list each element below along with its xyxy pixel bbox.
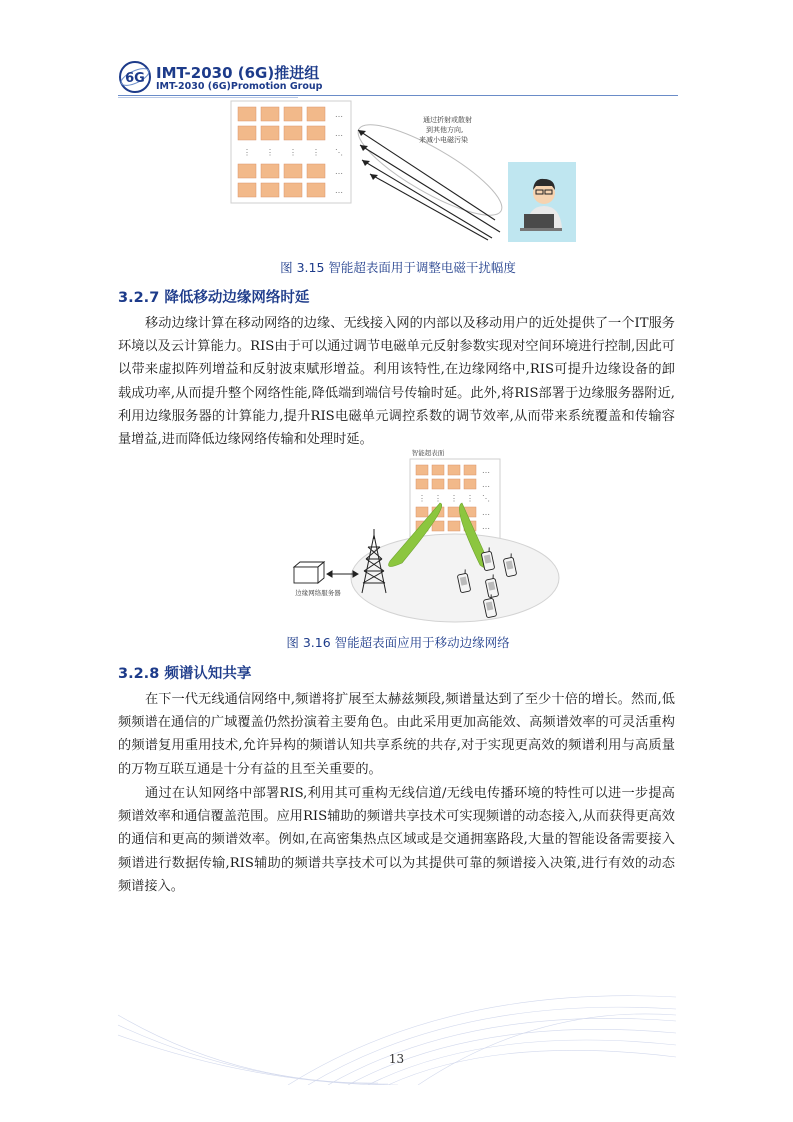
ellipsis-mark: … [335,167,343,176]
ris-unit-tile [284,164,302,178]
section-3-2-8-paragraph-1: 在下一代无线通信网络中,频谱将扩展至太赫兹频段,频谱量达到了至少十倍的增长。然而,低频频谱在通信的广域覆盖仍然扮演着主要角色。由此采用更加高能效、高频谱效率的可灵活重构的频谱复用重用技术,允许异构的频谱认知共享系统的共存,对于实现更高效的频谱利用与高质量的万物互联互通是十分有益的且至关重要的。 [118,692,675,777]
ellipsis-mark: ⋮ [418,494,426,503]
header-subtitle: IMT-2030 (6G)Promotion Group [156,81,323,92]
edge-server-icon [294,562,324,583]
ris-unit-tile [432,465,444,475]
ellipsis-mark: ⋮ [312,148,320,157]
ris-unit-tile [307,164,325,178]
section-3-2-8-paragraph-2: 通过在认知网络中部署RIS,利用其可重构无线信道/无线电传播环境的特性可以进一步提高频谱效率和通信覆盖范围。应用RIS辅助的频谱共享技术可实现频谱的动态接入,从而获得更高效的通信和更高的频谱效率。例如,在高密集热点区域或是交通拥塞路段,大量的智能设备需要接入频谱进行数据传输,RIS辅助的频谱共享技术可以为其提供可靠的频谱接入决策,进行有效的动态频谱接入。 [118,786,675,894]
ellipsis-mark: ⋮ [289,148,297,157]
ris-unit-tile [261,164,279,178]
ellipsis-mark: … [482,522,490,531]
reflected-rays [358,130,500,240]
edge-server-label: 边缘网络服务器 [295,589,341,597]
section-3-2-7-paragraph: 移动边缘计算在移动网络的边缘、无线接入网的内部以及移动用户的近处提供了一个IT服务环境以及云计算能力。RIS由于可以通过调节电磁单元反射参数实现对空间环境进行控制,因此可以带来虚拟阵列增益和反射波束赋形增益。利用该特性,在边缘网络中,RIS可提升边缘设备的卸载成功率,从而提升整个网络性能,降低端到端信号传输时延。此外,将RIS部署于边缘服务器附近,利用边缘服务器的计算能力,提升RIS电磁单元调控系数的调节效率,从而带来系统覆盖和传输容量增益,进而降低边缘网络传输和处理时延。 [118,316,675,448]
ris-unit-tile [464,465,476,475]
ris-unit-tile [261,107,279,121]
ellipsis-mark: ⋮ [266,148,274,157]
header-title: IMT-2030 (6G)推进组 [156,64,320,82]
section-3-2-8-heading: 3.2.8 频谱认知共享 [118,666,252,682]
figure-3-15 [230,100,580,245]
ellipsis-mark: ⋮ [243,148,251,157]
figure1-annotation: 通过折射或散射 到其他方向, 来减小电磁污染 [419,116,472,144]
page-number: 13 [388,1052,405,1066]
ris-unit-tile [448,465,460,475]
ris-unit-tile [284,126,302,140]
ellipsis-mark: … [335,186,343,195]
ellipsis-mark: ⋮ [466,494,474,503]
ellipsis-mark: … [335,129,343,138]
ris-unit-tile [464,479,476,489]
ris-unit-tile [238,183,256,197]
ris-unit-tile [261,126,279,140]
ellipsis-mark: ⋱ [482,494,490,503]
page-header [118,60,678,100]
ris-unit-tile [238,126,256,140]
coverage-area [351,534,559,622]
ris-unit-tile [416,465,428,475]
ris-unit-tile [284,107,302,121]
link-arrow [327,571,358,577]
ellipsis-mark: ⋮ [450,494,458,503]
ellipsis-mark: … [482,480,490,489]
section-3-2-7-heading: 3.2.7 降低移动边缘网络时延 [118,290,310,306]
ris-unit-tile [307,126,325,140]
figure-3-16 [280,443,560,623]
ellipsis-mark: ⋮ [434,494,442,503]
ris-unit-tile [238,107,256,121]
decorative-wave-graphic [118,985,676,1085]
ris-unit-tile [261,183,279,197]
ris-unit-tile [448,479,460,489]
header-divider [118,95,678,96]
imt2030-logo-icon [118,60,152,94]
ris-unit-tile [307,183,325,197]
figure-3-15-caption: 图 3.15 智能超表面用于调整电磁干扰幅度 [280,260,516,275]
ris-unit-tile [432,479,444,489]
ellipsis-mark: … [482,466,490,475]
ris-unit-tile [416,479,428,489]
header-divider-secondary [118,97,298,98]
ellipsis-mark: ⋱ [335,148,343,157]
ellipsis-mark: … [482,508,490,517]
ris-unit-tile [416,507,428,517]
ris-unit-tile [238,164,256,178]
ris-unit-tile [307,107,325,121]
ris-unit-tile [448,521,460,531]
figure-3-16-caption: 图 3.16 智能超表面应用于移动边缘网络 [286,635,510,650]
ris-surface-label: 智能超表面 [411,449,445,457]
ris-unit-tile [432,521,444,531]
ris-unit-tile [448,507,460,517]
logo-text: 6G [125,71,145,86]
ellipsis-mark: … [335,110,343,119]
ris-unit-tile [284,183,302,197]
